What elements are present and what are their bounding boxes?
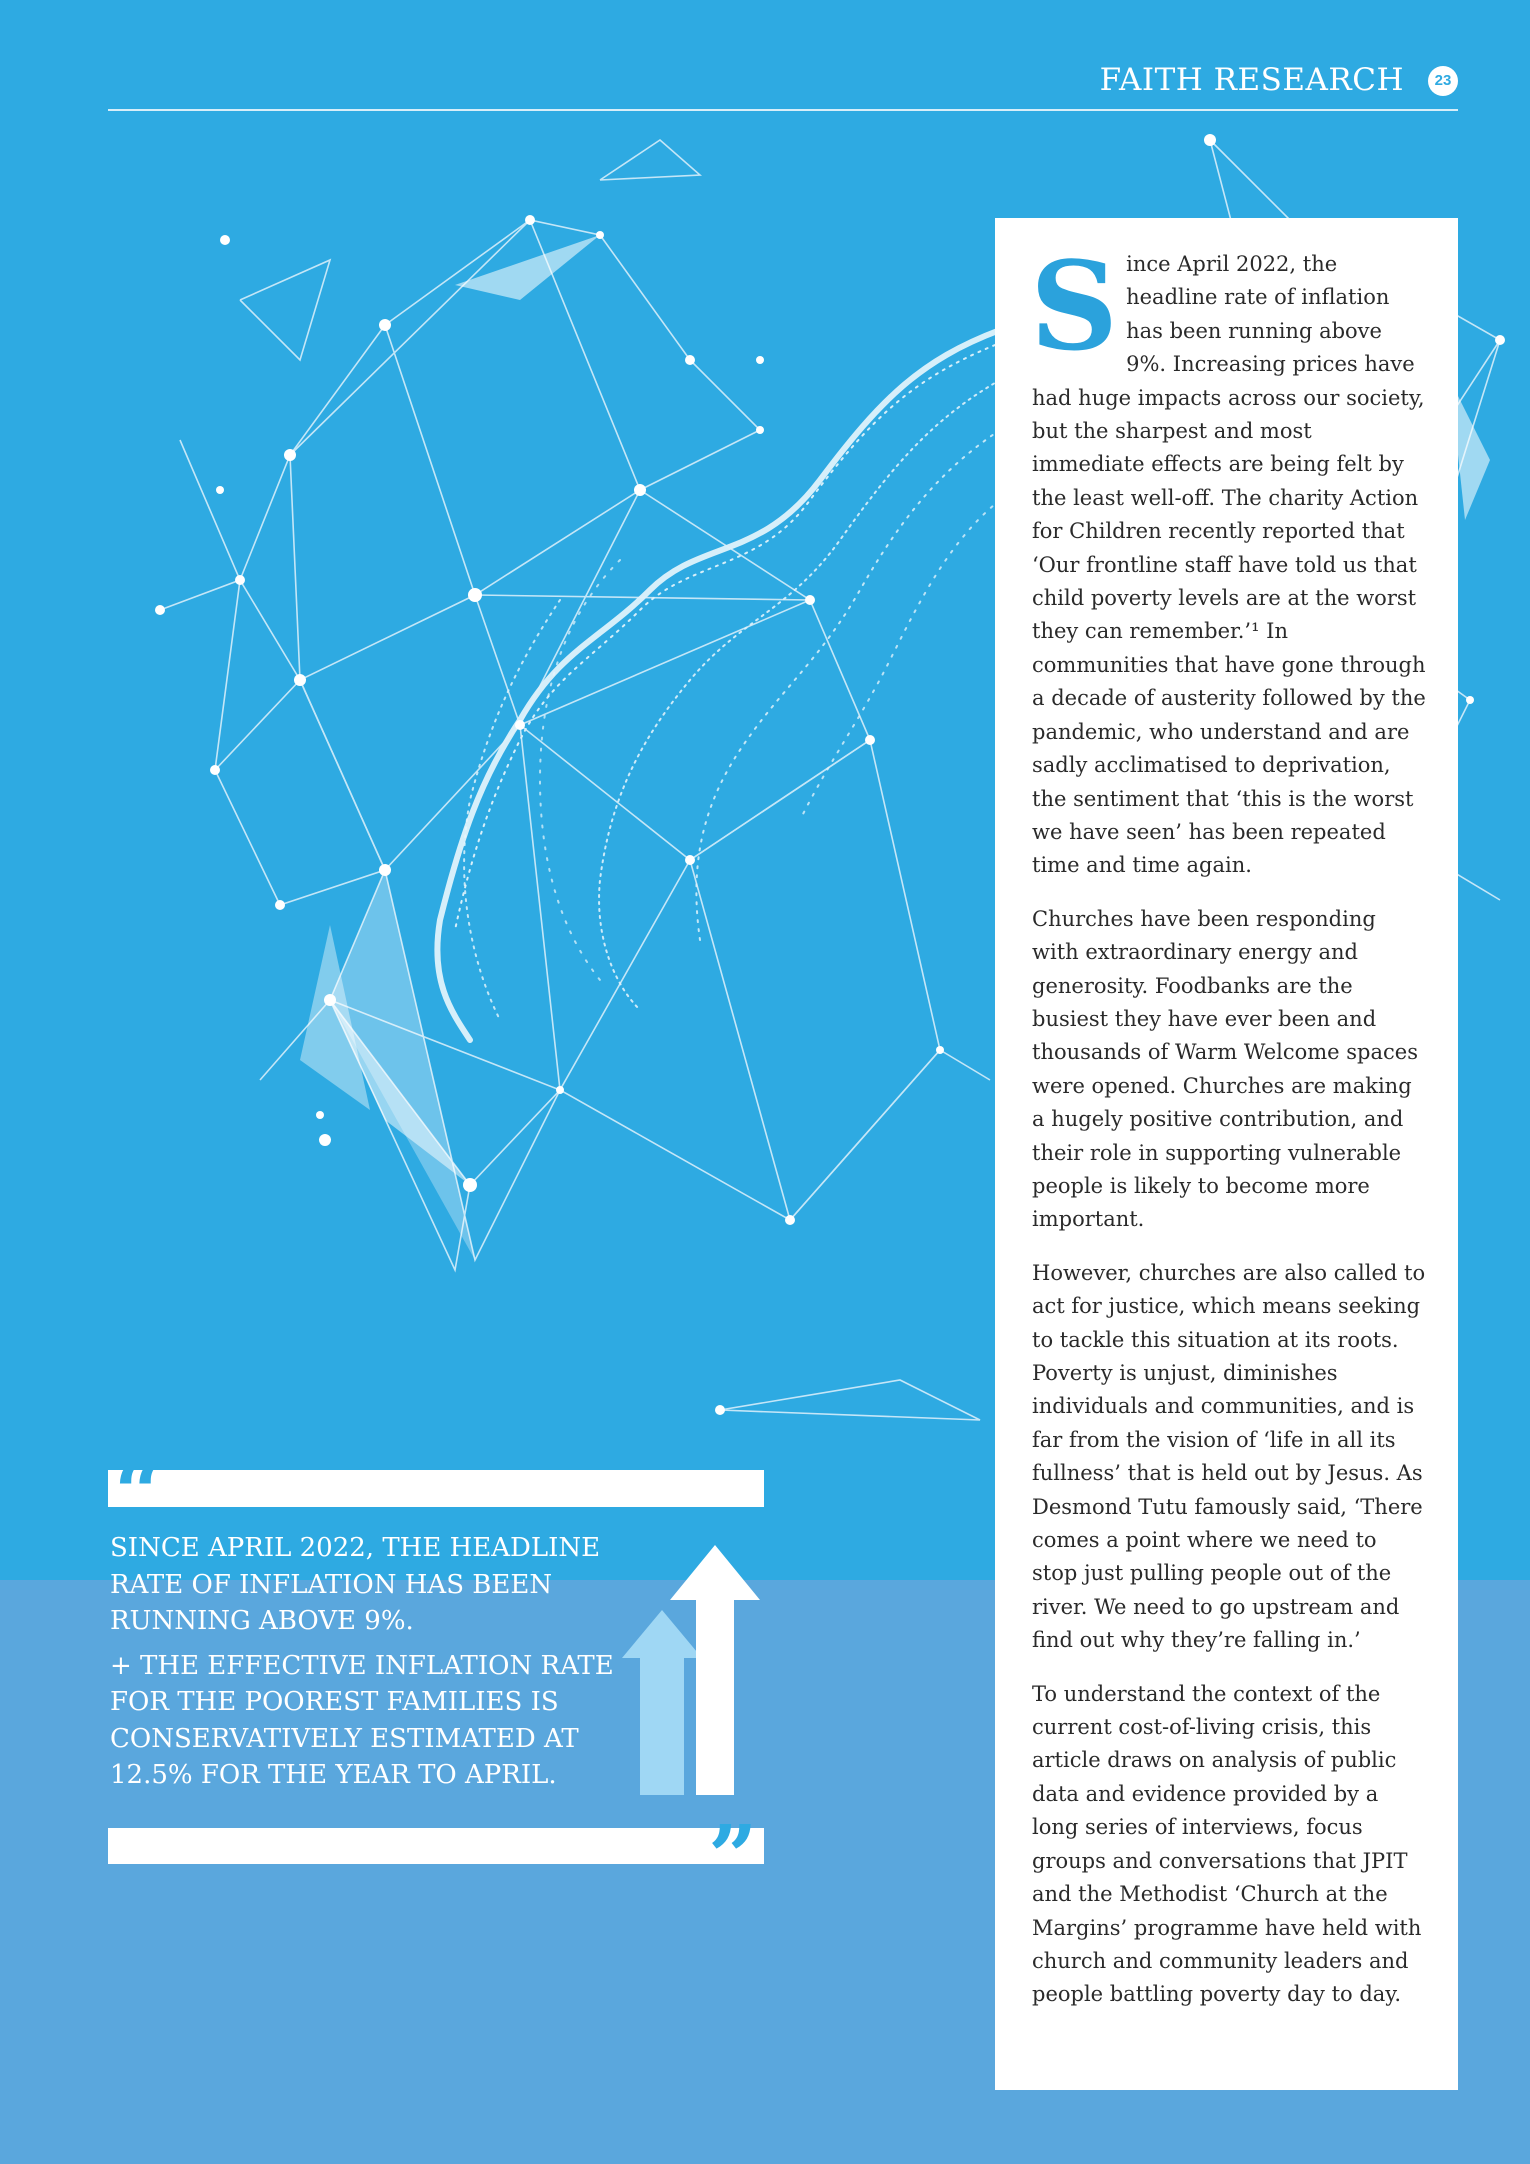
article-paragraph: [1030, 234, 1428, 883]
article-paragraph: Churches have been responding with extraordinary energy and generosity. Foodbanks are the busiest they have ever been and thousands of Warm Welcome spaces were opened. Churches are making a hugely positive contribution, and their role in supporting vulnerable people is likely to become more important.: [1032, 906, 1418, 1232]
page-number-badge: 23: [1428, 66, 1458, 96]
article-paragraph: To understand the context of the current cost-of-living crisis, this article draws on analysis of public data and evidence provided by a long series of interviews, focus groups and conversations that JPIT and the Methodist ‘Church at the Margins’ programme have held with church and community leaders and people battling poverty day to day.: [1032, 1681, 1422, 2007]
section-title: FAITH RESEARCH: [1099, 62, 1404, 98]
pull-quote: [110, 1530, 620, 1802]
article-paragraph: However, churches are also called to act for justice, which means seeking to tackle this situation at its roots. Poverty is unjust, diminishes individuals and communities, and is far from the vision of ‘life in all its fullness’ that is held out by Jesus. As Desmond Tutu famously said, ‘There comes a point where we need to stop just pulling people out of the river. We need to go upstream and find out why they’re falling in.’: [1032, 1260, 1426, 1653]
pull-quote-line: SINCE APRIL 2022, THE HEADLINE RATE OF INFLATION HAS BEEN RUNNING ABOVE 9%.: [110, 1533, 601, 1636]
particle-wave: [437, 330, 1000, 1040]
pull-quote-line: + THE EFFECTIVE INFLATION RATE FOR THE POOREST FAMILIES IS CONSERVATIVELY ESTIMATED AT 12.5% FOR THE YEAR TO APRIL.: [110, 1650, 614, 1790]
open-quote-icon: “: [114, 1443, 164, 1544]
header-rule: [108, 109, 1458, 111]
drop-cap: S: [1030, 234, 1119, 378]
small-arrow: [622, 1610, 702, 1795]
quote-top-bar: [108, 1470, 764, 1507]
paragraph-text: ince April 2022, the headline rate of inflation has been running above 9%. Increasing prices have had huge impacts across our society, but the sharpest and most immediate effects are being felt by the least well-off. The charity Action for Children recently reported that ‘Our frontline staff have told us that child poverty levels are at the worst they can remember.’¹ In communities that have gone through a decade of austerity followed by the pandemic, who understand and are sadly acclimatised to deprivation, the sentiment that ‘this is the worst we have seen’ has been repeated time and time again.: [1032, 252, 1426, 878]
quote-bottom-bar: [108, 1828, 764, 1864]
close-quote-icon: ”: [708, 1807, 758, 1908]
article-body: [1030, 234, 1428, 2032]
rising-arrows-icon: [610, 1540, 770, 1810]
